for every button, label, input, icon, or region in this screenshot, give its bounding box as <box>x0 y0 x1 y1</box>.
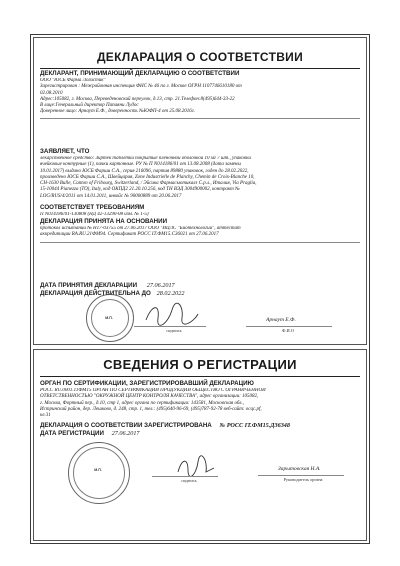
organ-heading: ОРГАН ПО СЕРТИФИКАЦИИ, ЗАРЕГИСТРИРОВАВШИЙ ДЕКЛАРАЦИЮ <box>40 380 254 387</box>
organ-line: г. Москва, Фортный пер., д.10, стр 1, адрес органа по сертификации: 143581, Московская обл., <box>40 400 244 406</box>
declarant-heading: ДЕКЛАРАНТ, ПРИНИМАЮЩИЙ ДЕКЛАРАЦИЮ О СООТВЕТСТВИИ <box>40 70 240 77</box>
product-line: лекарственное средство: Зиртек таблетки покрытые пленочной оболочкой 10 мг 7 шт., упаковки <box>40 156 251 161</box>
declarant-line: 02.08.2010 <box>40 90 63 96</box>
product-line: 10.01.2017) выдано ЮСБ Фарши С.А., серия 216096, партия 89880 упаковок, годен до 28.02.2022, <box>40 168 249 174</box>
stamp-mark: М.П. <box>105 316 113 320</box>
registered-date-row <box>40 430 140 437</box>
organ-line: Истринский район, дер. Лешково, д. 248, стр. 1, тел.: (495)640-96-69, (495)787-92-78 веб-сайт: ocqc.pf, <box>40 406 262 412</box>
requirements-heading: СООТВЕТСТВУЕТ ТРЕБОВАНИЯМ <box>40 204 145 211</box>
basis-text <box>40 226 360 239</box>
declarant-line: В лице:Генеральный директор Папаяни Лудос <box>40 103 139 109</box>
declarant-line: ООО "ЮСБ Фарма Логистик" <box>40 78 106 83</box>
registration-section <box>33 349 367 541</box>
registered-date-label: ДАТА РЕГИСТРАЦИИ <box>40 430 104 437</box>
head-line <box>258 475 344 476</box>
registered-row <box>40 422 290 429</box>
declarant-signature <box>142 300 202 328</box>
fio-line <box>246 326 332 327</box>
product-line: 15-10044 Pianezza (TO), Italy, код ОКПД2 21.20.10.256, код ТН ВЭД 3004900002, контракт № <box>40 187 240 193</box>
registered-number: № РОСС IT.ФМ15.Д36348 <box>219 422 290 429</box>
date-accepted-value: 27.06.2017 <box>146 282 175 289</box>
registered-date-value: 27.06.2017 <box>111 430 140 437</box>
organ-stamp <box>68 442 130 504</box>
declarant-line: Зарегистрирован : Межрайонная инспекция ФНС № 46 по г. Москве ОГРН 1107746610180 от <box>40 84 242 90</box>
declaration-page <box>30 34 370 544</box>
head-name: Зарытовская Н.А. <box>278 466 321 472</box>
date-accepted-label: ДАТА ПРИНЯТИЯ ДЕКЛАРАЦИИ <box>40 282 138 289</box>
organ-signature-line <box>152 476 218 477</box>
organ-signature-caption: подпись <box>181 478 197 483</box>
organ-line: РОСС RU.0001.11ФМ15 ОРГАН ПО СЕРТИФИКАЦИИ ПРОДУКЦИИ ОБЩЕСТВО С ОГРАНИЧЕННОЙ <box>40 388 266 393</box>
product-line: ячейковые контурные (1), пачки картонные. РУ № П N014186/01 от 13.08.2008 (дата замены <box>40 162 241 168</box>
fio-caption: Ф.И.О <box>281 328 294 333</box>
registered-label: ДЕКЛАРАЦИЯ О СООТВЕТСТВИИ ЗАРЕГИСТРИРОВАНА <box>40 422 212 429</box>
product-line: LOG/RUS/4/2011 от 14.01.2011, инвойс № 90000889 от 20.06.2017 <box>40 193 182 199</box>
declarant-line: Доверенное лицо: Арнаут Е.Ф., доверенность №ЮФП-4 от 25.08.2016г. <box>40 109 195 115</box>
signer-name: Арнаут Е.Ф. <box>266 317 296 323</box>
declarant-line: Адрес:105082, г. Москва, Переведеновский переулок, д.13, стр. 21.Телефон:8(495)644-33-22 <box>40 96 235 102</box>
product-text <box>40 156 360 200</box>
registration-rule <box>40 376 360 377</box>
date-accepted-row <box>40 282 175 289</box>
product-line: CH-1630 Bulle, Canton of Fribourg, Switzerland, / Эйсика Фармасьютикалз С.р.л., Италия, Via Praglia, <box>40 181 257 187</box>
signature-caption: подпись <box>166 328 182 333</box>
registration-title: СВЕДЕНИЯ О РЕГИСТРАЦИИ <box>103 357 297 372</box>
organ-line: ОТВЕТСТВЕННОСТЬЮ "ОКРУЖНОЙ ЦЕНТР КОНТРОЛЯ КАЧЕСТВА", адрес организации: 105082, <box>40 394 259 400</box>
valid-until-label: ДЕКЛАРАЦИЯ ДЕЙСТВИТЕЛЬНА ДО <box>40 290 151 297</box>
title-rule <box>40 68 360 69</box>
product-line: произведено ЮСБ Фарши С.А., Швейцария, Zone Industrielle de Planchy, Chemin de Croix-Blanche 10, <box>40 174 255 180</box>
declaration-section <box>33 37 367 345</box>
underline <box>40 242 360 243</box>
basis-line: аккредитации RA.RU.21ФМ94. Сертификат РОСС IT.ФМ15.С36021 от 27.06.2017 <box>40 232 219 238</box>
declarant-text <box>40 78 360 116</box>
declaration-title: ДЕКЛАРАЦИЯ О СООТВЕТСТВИИ <box>96 50 304 64</box>
basis-line: протокол испытаний № Н17-03755 от 27.06.2017 ООО "ИЦЛС "Биотехнологии", аттестат <box>40 226 241 231</box>
signature-line <box>134 326 206 327</box>
underline <box>40 118 360 119</box>
states-heading: ЗАЯВЛЯЕТ, ЧТО <box>40 148 90 155</box>
organ-line: кв 31 <box>40 413 51 419</box>
requirements-text: П N014186/01-130808 (НД 42-13290-08 изм. № 1-5) <box>40 212 149 217</box>
organ-text <box>40 388 360 419</box>
head-caption: Руководитель органа <box>283 477 323 482</box>
basis-heading: ДЕКЛАРАЦИЯ ПРИНЯТА НА ОСНОВАНИИ <box>40 218 168 225</box>
valid-until-value: 28.02.2022 <box>156 290 185 297</box>
organ-stamp-mark: М.П. <box>94 468 102 472</box>
